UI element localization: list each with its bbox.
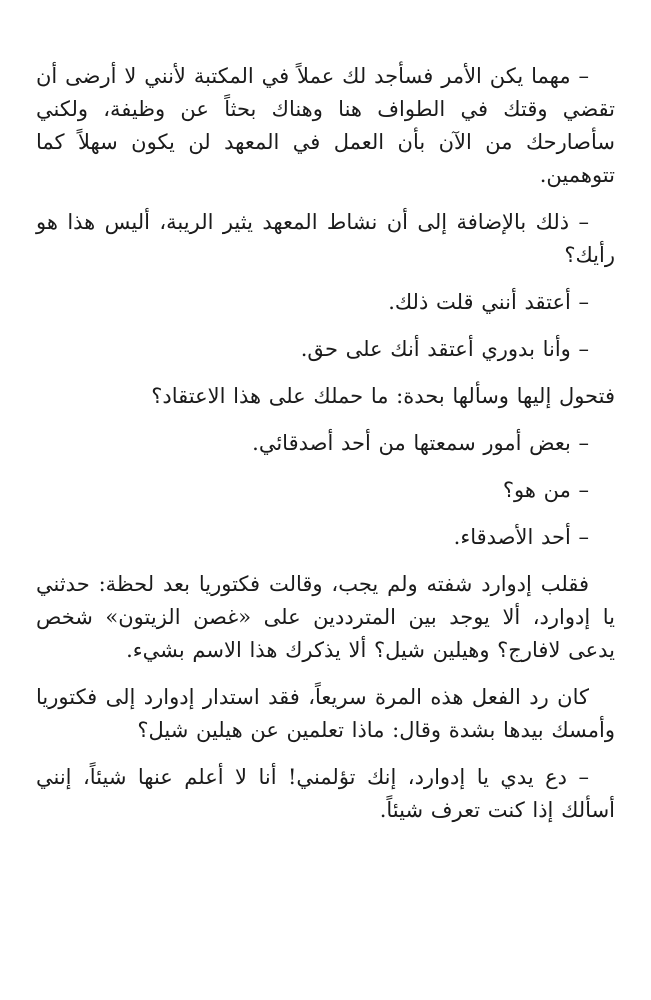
dialogue-paragraph: – أعتقد أنني قلت ذلك. <box>388 290 589 314</box>
dialogue-paragraph: – من هو؟ <box>502 478 589 502</box>
narration-paragraph: فقلب إدوارد شفته ولم يجب، وقالت فكتوريا بعد لحظة: حدثني يا إدوارد، ألا يوجد بين المترددين على «غصن الزيتون» شخص يدعى لافارج؟ وهيلين شيل؟ ألا يذكرك هذا الاسم بشيء. <box>36 572 615 662</box>
dialogue-paragraph: – ذلك بالإضافة إلى أن نشاط المعهد يثير الريبة، أليس هذا هو رأيك؟ <box>36 210 615 267</box>
dialogue-paragraph: – أحد الأصدقاء. <box>453 525 589 549</box>
dialogue-paragraph: – وأنا بدوري أعتقد أنك على حق. <box>300 337 589 361</box>
narration-paragraph: كان رد الفعل هذه المرة سريعاً، فقد استدار إدوارد إلى فكتوريا وأمسك بيدها بشدة وقال: ماذا تعلمين عن هيلين شيل؟ <box>36 685 615 742</box>
dialogue-paragraph: – بعض أمور سمعتها من أحد أصدقائي. <box>252 431 589 455</box>
dialogue-paragraph: – مهما يكن الأمر فسأجد لك عملاً في المكتبة لأنني لا أرضى أن تقضي وقتك في الطواف هنا وهناك بحثاً عن وظيفة، ولكني سأصارحك من الآن بأن العمل في المعهد لن يكون سهلاً كما تتوهمين. <box>36 64 615 187</box>
narration-paragraph: فتحول إليها وسألها بحدة: ما حملك على هذا الاعتقاد؟ <box>151 384 615 408</box>
dialogue-paragraph: – دع يدي يا إدوارد، إنك تؤلمني! أنا لا أعلم عنها شيئاً، إنني أسألك إذا كنت تعرف شيئاً. <box>36 765 615 822</box>
